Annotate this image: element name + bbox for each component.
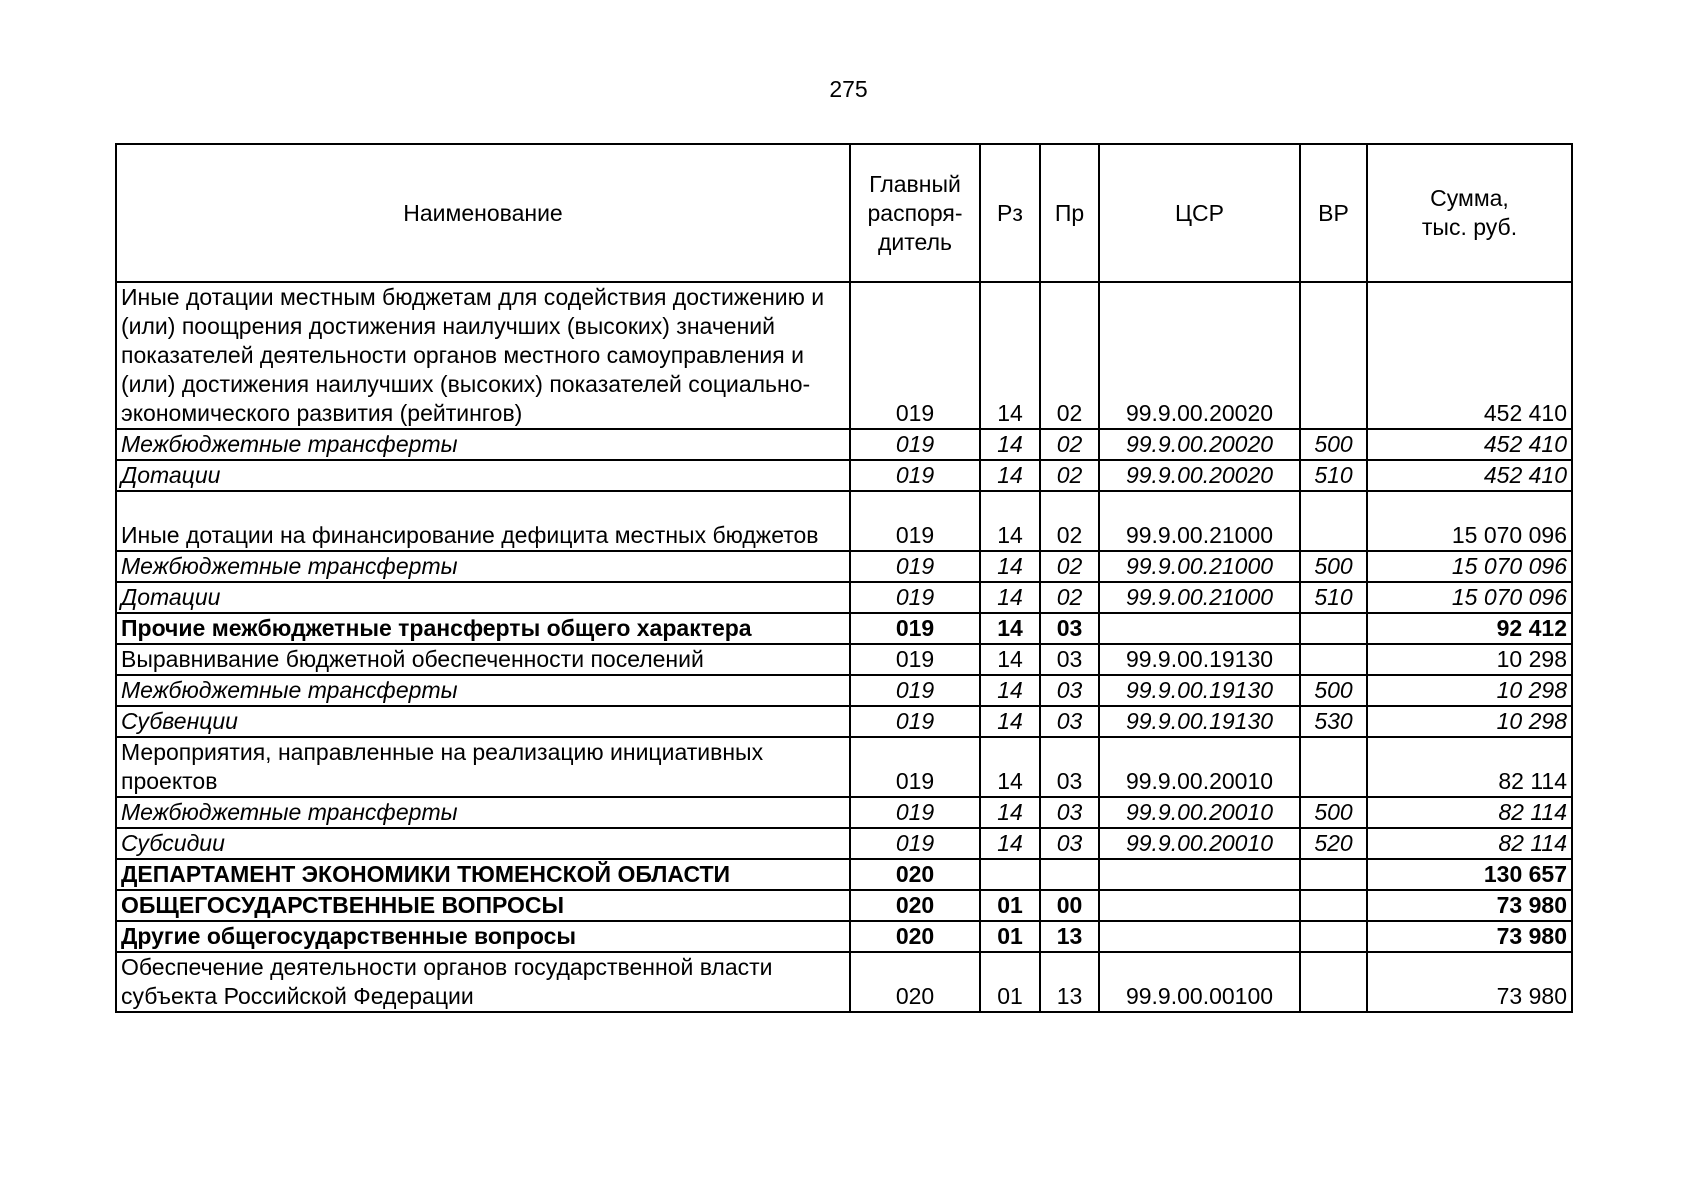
row-rz: 14: [980, 551, 1040, 582]
row-name: Иные дотации местным бюджетам для содействия достижению и (или) поощрения достижения наилучших (высоких) значений показателей деятельности органов местного самоуправления и (или) достижения наилучших (высоких) показателей социально-экономического развития (рейтингов): [116, 282, 850, 429]
row-sum: 82 114: [1367, 737, 1572, 797]
table-row: [116, 582, 1572, 613]
row-vr: 530: [1300, 706, 1367, 737]
table-row: [116, 737, 1572, 797]
row-csr: 99.9.00.20020: [1099, 282, 1300, 429]
row-rz: 14: [980, 429, 1040, 460]
row-sum: 82 114: [1367, 828, 1572, 859]
table-row: [116, 828, 1572, 859]
row-vr: [1300, 613, 1367, 644]
row-csr: 99.9.00.21000: [1099, 582, 1300, 613]
row-pr: 03: [1040, 675, 1099, 706]
row-vr: [1300, 952, 1367, 1012]
row-pr: 02: [1040, 551, 1099, 582]
row-name: Другие общегосударственные вопросы: [116, 921, 850, 952]
header-row: [116, 144, 1572, 282]
table-row: [116, 952, 1572, 1012]
row-rz: [980, 859, 1040, 890]
row-rz: 14: [980, 828, 1040, 859]
table-row: [116, 282, 1572, 429]
row-pr: 03: [1040, 828, 1099, 859]
row-gr: 019: [850, 429, 980, 460]
row-csr: 99.9.00.20010: [1099, 828, 1300, 859]
row-gr: 020: [850, 952, 980, 1012]
header-sum-line: тыс. руб.: [1421, 214, 1518, 240]
row-sum: 452 410: [1367, 429, 1572, 460]
row-name: Субсидии: [116, 828, 850, 859]
table-row: [116, 797, 1572, 828]
header-main-manager-line: Главный: [869, 170, 961, 197]
row-pr: 03: [1040, 797, 1099, 828]
row-pr: 02: [1040, 282, 1099, 429]
table-row: [116, 429, 1572, 460]
row-vr: 500: [1300, 797, 1367, 828]
header-sum: [1367, 144, 1572, 282]
row-gr: 019: [850, 828, 980, 859]
row-rz: 14: [980, 613, 1040, 644]
row-rz: 14: [980, 706, 1040, 737]
row-sum: 73 980: [1367, 890, 1572, 921]
row-gr: 019: [850, 491, 980, 551]
row-csr: 99.9.00.20010: [1099, 797, 1300, 828]
row-pr: 03: [1040, 613, 1099, 644]
row-pr: 02: [1040, 491, 1099, 551]
header-vr: ВР: [1300, 144, 1367, 282]
row-sum: 10 298: [1367, 644, 1572, 675]
page-number: 275: [829, 76, 868, 102]
row-name: ОБЩЕГОСУДАРСТВЕННЫЕ ВОПРОСЫ: [116, 890, 850, 921]
budget-table: [115, 143, 1573, 1013]
row-pr: 02: [1040, 429, 1099, 460]
table-row: [116, 921, 1572, 952]
table-row: [116, 675, 1572, 706]
row-name: Субвенции: [116, 706, 850, 737]
row-sum: 15 070 096: [1367, 491, 1572, 551]
row-rz: 01: [980, 921, 1040, 952]
row-csr: 99.9.00.19130: [1099, 675, 1300, 706]
row-rz: 14: [980, 282, 1040, 429]
row-sum: 73 980: [1367, 952, 1572, 1012]
row-vr: [1300, 859, 1367, 890]
row-rz: 14: [980, 737, 1040, 797]
table-row: [116, 613, 1572, 644]
row-vr: 500: [1300, 551, 1367, 582]
row-name: Выравнивание бюджетной обеспеченности поселений: [116, 644, 850, 675]
row-vr: 500: [1300, 675, 1367, 706]
row-vr: [1300, 491, 1367, 551]
row-vr: [1300, 282, 1367, 429]
row-sum: 10 298: [1367, 706, 1572, 737]
row-sum: 15 070 096: [1367, 582, 1572, 613]
row-rz: 14: [980, 644, 1040, 675]
row-sum: 452 410: [1367, 282, 1572, 429]
row-name: Межбюджетные трансферты: [116, 429, 850, 460]
row-rz: 01: [980, 952, 1040, 1012]
row-rz: 14: [980, 675, 1040, 706]
row-gr: 019: [850, 644, 980, 675]
row-sum: 82 114: [1367, 797, 1572, 828]
row-sum: 10 298: [1367, 675, 1572, 706]
row-name: ДЕПАРТАМЕНТ ЭКОНОМИКИ ТЮМЕНСКОЙ ОБЛАСТИ: [116, 859, 850, 890]
row-vr: 520: [1300, 828, 1367, 859]
row-sum: 15 070 096: [1367, 551, 1572, 582]
row-csr: [1099, 859, 1300, 890]
row-rz: 14: [980, 460, 1040, 491]
row-name: Межбюджетные трансферты: [116, 797, 850, 828]
row-csr: 99.9.00.19130: [1099, 706, 1300, 737]
row-pr: 13: [1040, 952, 1099, 1012]
table-row: [116, 890, 1572, 921]
row-gr: 019: [850, 797, 980, 828]
row-pr: 03: [1040, 737, 1099, 797]
row-rz: 01: [980, 890, 1040, 921]
row-pr: 00: [1040, 890, 1099, 921]
row-gr: 020: [850, 890, 980, 921]
row-vr: [1300, 644, 1367, 675]
row-pr: [1040, 859, 1099, 890]
header-sum-line: Сумма,: [1430, 185, 1509, 211]
header-main-manager-line: распоря-: [867, 199, 963, 226]
row-csr: [1099, 613, 1300, 644]
row-gr: 019: [850, 737, 980, 797]
row-name: Иные дотации на финансирование дефицита местных бюджетов: [116, 491, 850, 551]
row-csr: 99.9.00.20010: [1099, 737, 1300, 797]
row-rz: 14: [980, 582, 1040, 613]
row-gr: 019: [850, 706, 980, 737]
row-name: Межбюджетные трансферты: [116, 675, 850, 706]
row-pr: 13: [1040, 921, 1099, 952]
header-name: Наименование: [116, 144, 850, 282]
row-sum: 452 410: [1367, 460, 1572, 491]
row-csr: [1099, 921, 1300, 952]
row-csr: 99.9.00.20020: [1099, 460, 1300, 491]
header-main-manager: [850, 144, 980, 282]
row-csr: 99.9.00.21000: [1099, 491, 1300, 551]
row-sum: 92 412: [1367, 613, 1572, 644]
row-gr: 019: [850, 675, 980, 706]
row-pr: 03: [1040, 644, 1099, 675]
row-csr: 99.9.00.00100: [1099, 952, 1300, 1012]
header-main-manager-line: дитель: [878, 228, 952, 255]
row-csr: 99.9.00.21000: [1099, 551, 1300, 582]
row-vr: 500: [1300, 429, 1367, 460]
row-gr: 019: [850, 282, 980, 429]
table-row: [116, 460, 1572, 491]
row-name: Обеспечение деятельности органов государственной власти субъекта Российской Федерации: [116, 952, 850, 1012]
row-name: Мероприятия, направленные на реализацию инициативных проектов: [116, 737, 850, 797]
row-gr: 019: [850, 582, 980, 613]
row-name: Дотации: [116, 460, 850, 491]
row-name: Межбюджетные трансферты: [116, 551, 850, 582]
table-row: [116, 644, 1572, 675]
table-row: [116, 706, 1572, 737]
row-csr: 99.9.00.20020: [1099, 429, 1300, 460]
row-gr: 019: [850, 460, 980, 491]
row-sum: 73 980: [1367, 921, 1572, 952]
row-vr: [1300, 737, 1367, 797]
row-gr: 020: [850, 859, 980, 890]
row-name: Прочие межбюджетные трансферты общего характера: [116, 613, 850, 644]
header-pr: Пр: [1040, 144, 1099, 282]
header-rz: Рз: [980, 144, 1040, 282]
row-pr: 03: [1040, 706, 1099, 737]
row-rz: 14: [980, 797, 1040, 828]
row-pr: 02: [1040, 460, 1099, 491]
row-csr: [1099, 890, 1300, 921]
row-name: Дотации: [116, 582, 850, 613]
row-csr: 99.9.00.19130: [1099, 644, 1300, 675]
table-row: [116, 551, 1572, 582]
row-vr: 510: [1300, 460, 1367, 491]
row-gr: 019: [850, 613, 980, 644]
row-sum: 130 657: [1367, 859, 1572, 890]
row-vr: [1300, 921, 1367, 952]
row-pr: 02: [1040, 582, 1099, 613]
row-gr: 019: [850, 551, 980, 582]
row-vr: 510: [1300, 582, 1367, 613]
table-row: [116, 859, 1572, 890]
header-csr: ЦСР: [1099, 144, 1300, 282]
row-rz: 14: [980, 491, 1040, 551]
row-gr: 020: [850, 921, 980, 952]
table-row: [116, 491, 1572, 551]
row-vr: [1300, 890, 1367, 921]
